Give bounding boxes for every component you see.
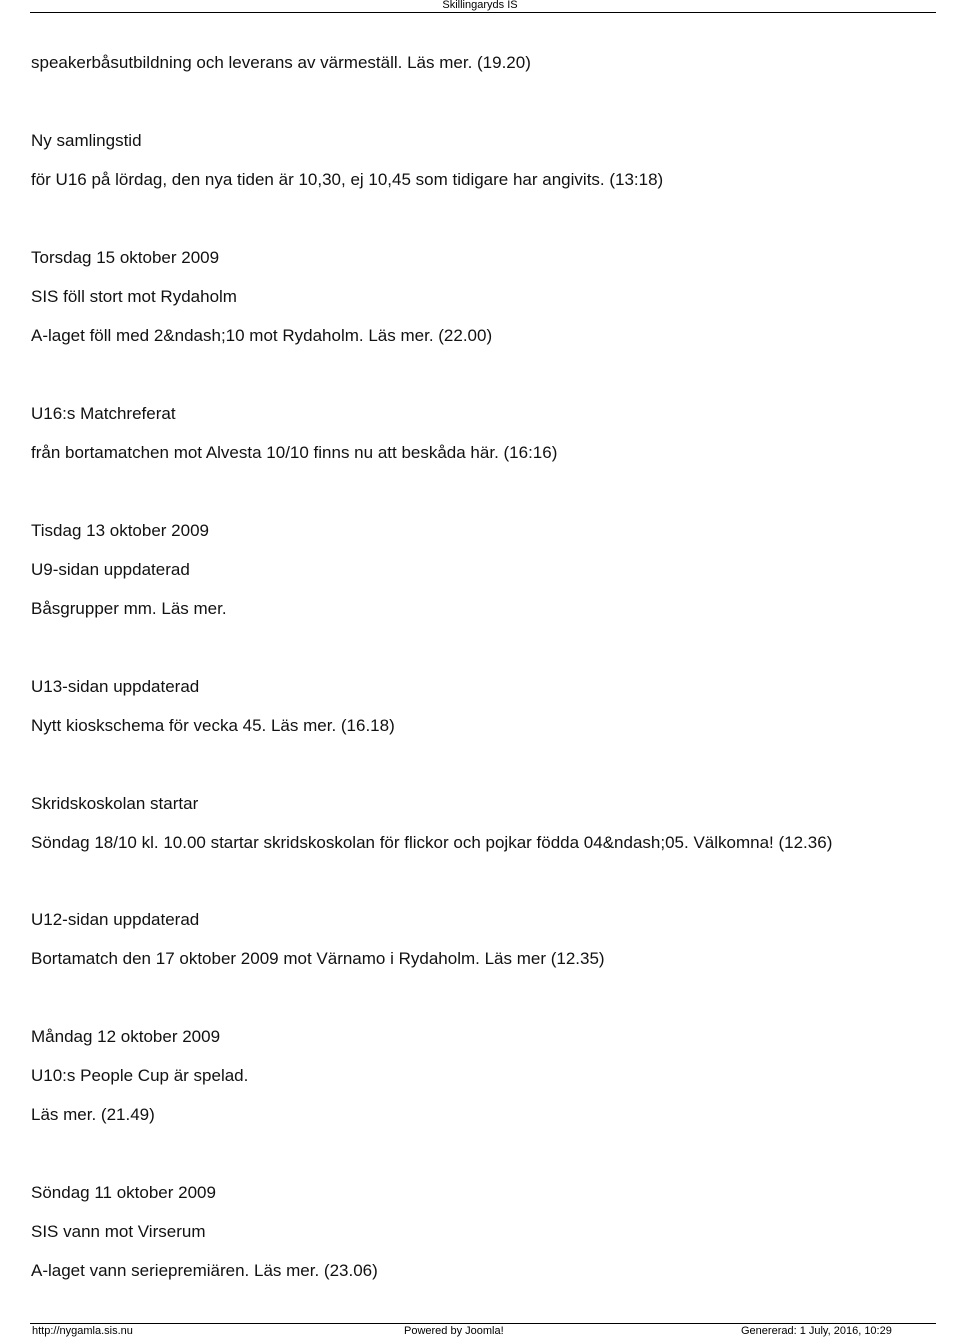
- news-headline: SIS föll stort mot Rydaholm: [31, 287, 237, 306]
- news-headline: U16:s Matchreferat: [31, 404, 176, 423]
- footer-divider: [30, 1323, 936, 1324]
- footer-generated: Genererad: 1 July, 2016, 10:29: [741, 1325, 892, 1337]
- news-text: från bortamatchen mot Alvesta 10/10 finns nu att beskåda här. (16:16): [31, 443, 558, 462]
- header-divider: [30, 12, 936, 13]
- news-text: speakerbåsutbildning och leverans av värmeställ. Läs mer. (19.20): [31, 53, 531, 72]
- news-text: Båsgrupper mm. Läs mer.: [31, 599, 227, 618]
- news-headline: U13-sidan uppdaterad: [31, 677, 200, 696]
- news-text: Bortamatch den 17 oktober 2009 mot Värnamo i Rydaholm. Läs mer (12.35): [31, 949, 605, 968]
- news-date: Måndag 12 oktober 2009: [31, 1027, 221, 1046]
- news-text: Nytt kioskschema för vecka 45. Läs mer. (16.18): [31, 716, 395, 735]
- news-text: A-laget vann seriepremiären. Läs mer. (23.06): [31, 1261, 378, 1280]
- page-footer: [0, 1323, 960, 1338]
- news-date: Söndag 11 oktober 2009: [31, 1183, 216, 1202]
- site-title: Skillingaryds IS: [442, 0, 518, 11]
- news-headline: U9-sidan uppdaterad: [31, 560, 190, 579]
- news-headline: U12-sidan uppdaterad: [31, 910, 200, 929]
- news-date: Torsdag 15 oktober 2009: [31, 248, 220, 267]
- news-headline: Skridskoskolan startar: [31, 794, 199, 813]
- footer-url: http://nygamla.sis.nu: [32, 1325, 133, 1337]
- page-header: [0, 0, 960, 11]
- news-date: Tisdag 13 oktober 2009: [31, 521, 209, 540]
- news-headline: U10:s People Cup är spelad.: [31, 1066, 249, 1085]
- footer-powered-by: Powered by Joomla!: [404, 1325, 504, 1337]
- news-text: för U16 på lördag, den nya tiden är 10,30, ej 10,45 som tidigare har angivits. (13:18): [31, 170, 664, 189]
- news-text: A-laget föll med 2&ndash;10 mot Rydaholm. Läs mer. (22.00): [31, 326, 493, 345]
- news-headline: Ny samlingstid: [31, 131, 142, 150]
- news-text: Läs mer. (21.49): [31, 1105, 155, 1124]
- news-text: Söndag 18/10 kl. 10.00 startar skridskoskolan för flickor och pojkar födda 04&ndash;05. Välkomna! (12.36): [31, 833, 833, 852]
- news-headline: SIS vann mot Virserum: [31, 1222, 206, 1241]
